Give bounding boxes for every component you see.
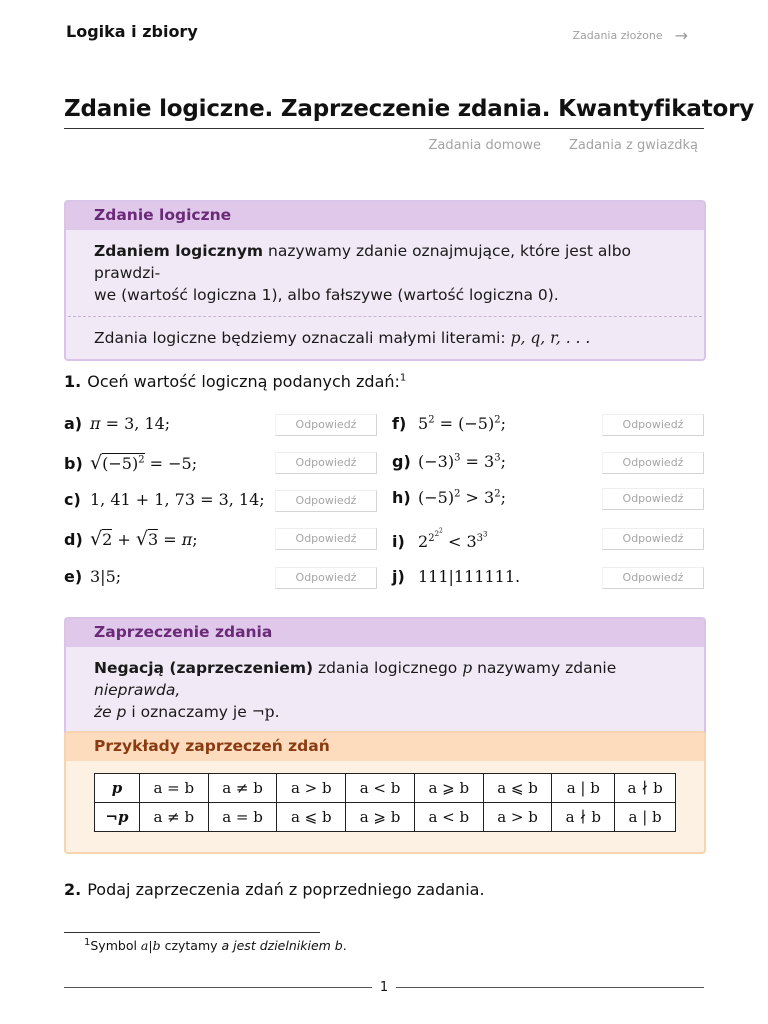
answer-button-c[interactable]: Odpowiedź [275,490,377,512]
table-cell: a ≠ b [208,774,277,803]
table-cell: ¬p [95,803,140,832]
negation-table [94,773,676,832]
item-e [64,567,121,586]
item-expression: $(-5)^2 > 3^2$; [418,488,506,507]
item-expression: √2 + √3 = π; [90,528,198,550]
item-f [392,414,506,433]
item-expression: $5^2 = (-5)^2$; [418,414,506,433]
definition-dot: . [274,703,280,721]
item-label: e) [64,567,83,586]
table-cell: a > b [483,803,552,832]
answer-button-d[interactable]: Odpowiedź [275,528,377,550]
footnote-pre: Symbol [90,938,141,954]
footnote-end: . [342,938,347,954]
footnote-divider [64,932,320,933]
table-cell: a ⩾ b [346,803,415,832]
item-h [392,488,506,507]
item-label: g) [392,452,411,471]
examples-heading: Przykłady zaprzeczeń zdań [66,733,704,761]
task-number: 2. [64,880,82,899]
table-cell: a > b [277,774,346,803]
task-text: Oceń wartość logiczną podanych zdań: [87,372,400,391]
notation-vars: p, q, r, . . . [510,329,591,347]
section-title: Logika i zbiory [66,22,198,41]
answer-button-e[interactable]: Odpowiedź [275,567,377,589]
answer-button-b[interactable]: Odpowiedź [275,452,377,474]
page-number: 1 [379,980,389,995]
table-row [95,774,676,803]
answer-button-j[interactable]: Odpowiedź [602,567,704,589]
item-j [392,567,520,586]
definition-italic-1: nieprawda, [94,681,181,699]
table-cell: a | b [552,774,615,803]
footnote-number: 1 [84,937,91,948]
answer-button-g[interactable]: Odpowiedź [602,452,704,474]
next-topic-label: Zadania złożone [572,29,663,42]
answer-button-i[interactable]: Odpowiedź [602,528,704,550]
next-topic-link[interactable] [572,26,688,45]
task-text: Podaj zaprzeczenia zdań z poprzedniego zadania. [87,880,485,899]
answer-button-f[interactable]: Odpowiedź [602,414,704,436]
item-label: f) [392,414,407,433]
item-label: i) [392,531,405,551]
item-expression: 3|5; [90,567,122,586]
item-label: a) [64,414,83,433]
footnote-symbol: a|b [140,938,161,954]
table-cell: a ⩽ b [483,774,552,803]
notation-note [66,317,704,359]
definition-heading: Zaprzeczenie zdania [66,619,704,647]
table-cell: a ⩽ b [277,803,346,832]
table-cell: p [95,774,140,803]
item-i [392,528,487,551]
table-cell: a < b [346,774,415,803]
footnote [84,937,347,953]
page-footer [64,980,704,995]
item-expression: $2^{2^{2^2}} < 3^{3^3}$ [418,528,488,551]
arrow-right-icon: → [674,26,688,45]
definition-body [66,647,704,735]
tab-starred[interactable]: Zadania z gwiazdką [568,138,698,153]
item-label: c) [64,490,81,509]
answer-button-a[interactable]: Odpowiedź [275,414,377,436]
definition-text-2: we (wartość logiczna 1), albo fałszywe (wartość logiczna 0). [94,286,559,304]
item-label: j) [392,567,405,586]
var-p: p [462,659,473,677]
examples-box [64,731,706,854]
item-g [392,452,506,471]
examples-body [66,761,704,844]
definition-text-1: zdania logicznego [313,659,463,677]
definition-term: Negacją (zaprzeczeniem) [94,659,314,677]
item-d [64,528,198,550]
table-cell: a = b [208,803,277,832]
item-label: h) [392,488,411,507]
table-row [95,803,676,832]
table-cell: a | b [615,803,676,832]
table-cell: a < b [414,803,483,832]
tab-homework[interactable]: Zadania domowe [428,138,541,153]
definition-text-1: nazywamy zdanie oznajmujące, które jest albo prawdzi- [94,242,632,282]
task-1 [64,372,406,391]
item-expression: $√(-5)^2 = -5$; [90,452,198,474]
definition-box-logical-sentence [64,200,706,361]
not-p: ¬p [251,703,275,721]
footnote-mid: czytamy [160,938,222,954]
item-a [64,414,170,433]
exercise-tabs [428,138,698,153]
table-cell: a ∤ b [615,774,676,803]
definition-heading: Zdanie logiczne [66,202,704,230]
item-c [64,490,265,509]
table-cell: a ⩾ b [414,774,483,803]
item-label: d) [64,530,83,549]
item-b [64,452,197,474]
definition-term: Zdaniem logicznym [94,242,264,260]
definition-text-3: i oznaczamy je [126,703,252,721]
item-label: b) [64,454,83,473]
table-cell: a ≠ b [139,803,208,832]
title-divider [64,128,704,129]
notation-text: Zdania logiczne będziemy oznaczali małymi literami: [94,329,511,347]
item-expression: 1, 41 + 1, 73 = 3, 14; [90,490,265,509]
item-expression: 111|111111. [418,567,521,586]
table-cell: a = b [139,774,208,803]
footnote-italic: a jest dzielnikiem b [221,938,343,954]
task-2 [64,880,485,899]
footer-line-right [396,987,704,988]
footnote-mark: 1 [399,372,407,384]
page-title: Zdanie logiczne. Zaprzeczenie zdania. Kwantyfikatory [64,96,755,122]
task-number: 1. [64,372,82,391]
item-expression: π = 3, 14; [90,414,171,433]
definition-italic-2: że p [94,703,127,721]
definition-box-negation [64,617,706,737]
item-expression: $(-3)^3 = 3^3$; [418,452,506,471]
definition-body [66,230,704,316]
definition-text-2: nazywamy zdanie [472,659,617,677]
answer-button-h[interactable]: Odpowiedź [602,488,704,510]
table-cell: a ∤ b [552,803,615,832]
footer-line-left [64,987,372,988]
